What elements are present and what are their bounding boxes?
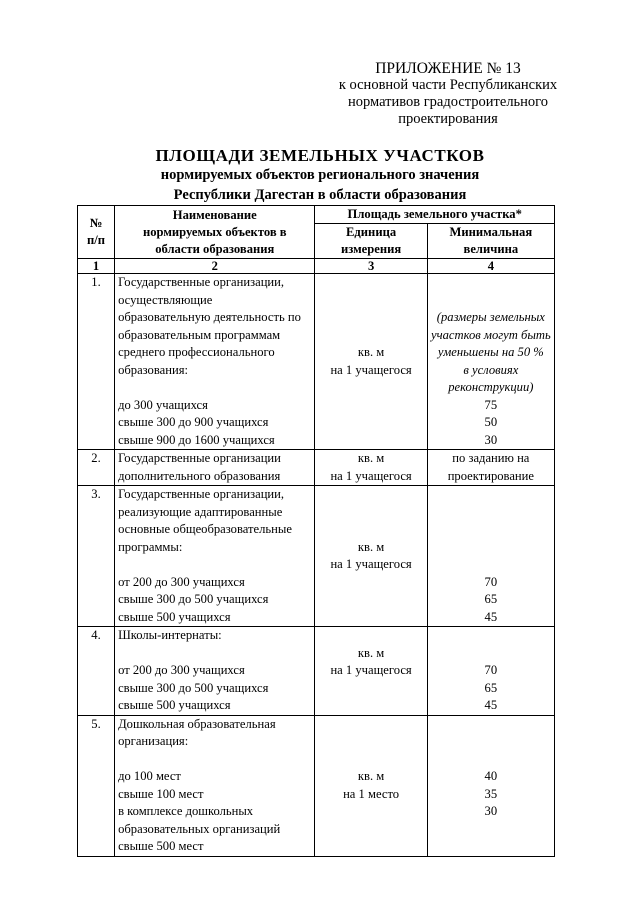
header-min-value [427, 224, 554, 259]
row-unit-line [318, 292, 423, 310]
header-unit-line-1: Единица [346, 225, 397, 239]
row-value-cell [427, 450, 554, 486]
row-number: 2. [78, 450, 115, 486]
document-title: ПЛОЩАДИ ЗЕМЕЛЬНЫХ УЧАСТКОВ [155, 146, 485, 165]
row-value-line: проектирование [447, 468, 534, 483]
table-row [78, 627, 555, 716]
row-name-line: образования: [118, 362, 188, 377]
row-name-line: основные общеобразовательные [118, 522, 292, 536]
header-unit [315, 224, 427, 259]
col-number-2: 2 [115, 259, 315, 274]
annex-line-3: нормативов градостроительного [347, 94, 549, 110]
row-name-cell [115, 627, 315, 716]
row-unit-line [318, 751, 423, 769]
row-value-line [431, 504, 551, 522]
row-name-line [118, 751, 311, 769]
land-area-table [77, 205, 555, 857]
row-unit-line [318, 486, 423, 504]
row-unit-cell [315, 715, 427, 856]
header-row-1 [78, 206, 555, 224]
row-unit-line: кв. м [357, 451, 385, 465]
row-name-line: организация: [118, 734, 189, 748]
row-unit-line [318, 521, 423, 539]
row-name-line: свыше 300 до 500 учащихся [118, 592, 269, 606]
header-name [115, 206, 315, 259]
column-number-row [78, 259, 555, 274]
row-value-line [431, 556, 551, 574]
col-number-1: 1 [78, 259, 115, 274]
header-num-line-2: п/п [87, 233, 106, 247]
annex-header [318, 60, 578, 128]
row-number: 5. [78, 715, 115, 856]
header-unit-line-2: измерения [340, 242, 402, 256]
row-name-line: образовательным программам [118, 327, 281, 342]
row-value-line: 30 [484, 432, 498, 447]
row-value-cell [427, 715, 554, 856]
row-value-line [431, 539, 551, 557]
row-value-line: в условиях [463, 362, 519, 377]
row-unit-line [318, 733, 423, 751]
row-value-line [431, 821, 551, 839]
row-name-line: свыше 500 мест [118, 839, 204, 853]
row-name-cell [115, 486, 315, 627]
row-unit-line: кв. м [357, 769, 385, 783]
row-value-line: участков могут быть [431, 327, 551, 342]
header-name-line-1: Наименование [172, 207, 257, 222]
row-value-line: по заданию на [452, 451, 530, 465]
row-name-line: от 200 до 300 учащихся [118, 574, 245, 589]
row-value-line [431, 292, 551, 310]
document-subtitle-1: нормируемых объектов регионального значения [160, 167, 480, 183]
row-value-line: 70 [484, 663, 498, 677]
row-name-line: от 200 до 300 учащихся [118, 663, 245, 677]
row-unit-line: кв. м [357, 539, 385, 554]
row-unit-line: на 1 учащегося [330, 557, 412, 571]
document-subtitle-2: Республики Дагестан в области образования [173, 187, 467, 203]
header-name-line-2: нормируемых объектов в [142, 224, 287, 239]
row-number: 4. [78, 627, 115, 716]
row-value-line [431, 274, 551, 292]
row-unit-cell [315, 627, 427, 716]
row-unit-line: кв. м [357, 645, 385, 660]
row-unit-cell [315, 486, 427, 627]
row-value-line: 30 [484, 804, 498, 818]
row-unit-line [318, 591, 423, 609]
row-value-line [431, 645, 551, 663]
row-name-cell [115, 274, 315, 450]
row-unit-cell [315, 450, 427, 486]
row-unit-line [318, 432, 423, 450]
header-name-line-3: области образования [155, 241, 275, 256]
row-unit-line: на 1 учащегося [330, 362, 412, 377]
annex-line-4: проектирования [398, 111, 498, 127]
row-value-line [431, 751, 551, 769]
row-name-line: свыше 300 до 900 учащихся [118, 415, 269, 429]
row-name-line [118, 379, 311, 397]
row-unit-line [318, 574, 423, 592]
row-unit-line [318, 627, 423, 645]
row-unit-line [318, 609, 423, 627]
row-name-line: среднего профессионального [118, 345, 275, 359]
header-area: Площадь земельного участка* [315, 206, 555, 224]
row-value-line [431, 733, 551, 751]
row-value-line: 50 [484, 415, 498, 429]
row-value-line [431, 521, 551, 539]
row-number: 1. [78, 274, 115, 450]
row-value-line: 40 [484, 769, 498, 783]
annex-line-2: к основной части Республиканских [338, 77, 558, 93]
row-unit-line [318, 821, 423, 839]
row-unit-line [318, 309, 423, 327]
row-name-cell [115, 450, 315, 486]
row-value-line: реконструкции) [448, 380, 534, 394]
row-value-cell [427, 486, 554, 627]
row-unit-line: на 1 учащегося [330, 468, 412, 483]
row-unit-line [318, 716, 423, 734]
row-unit-line [318, 327, 423, 345]
row-value-line: 75 [484, 397, 498, 412]
annex-number: ПРИЛОЖЕНИЕ № 13 [375, 60, 521, 77]
row-value-line: 70 [484, 574, 498, 589]
row-unit-line: кв. м [357, 345, 385, 359]
row-name-line: свыше 100 мест [118, 786, 204, 801]
row-name-line: Государственные организации, [118, 275, 285, 289]
row-value-line [431, 716, 551, 734]
row-unit-line [318, 803, 423, 821]
row-name-line: свыше 300 до 500 учащихся [118, 680, 269, 695]
row-value-line [431, 486, 551, 504]
row-value-line: 65 [484, 680, 498, 695]
row-value-line: уменьшены на 50 % [437, 345, 544, 359]
row-value-line [431, 838, 551, 856]
table-row [78, 450, 555, 486]
row-value-cell [427, 274, 554, 450]
row-name-line: Школы-интернаты: [118, 628, 222, 642]
row-name-line: Государственные организации [118, 451, 281, 465]
row-name-line: программы: [118, 539, 183, 554]
header-num [78, 206, 115, 259]
row-name-line: свыше 500 учащихся [118, 698, 231, 712]
row-name-line: образовательную деятельность по [118, 310, 301, 324]
table-row [78, 486, 555, 627]
row-value-line: 45 [484, 609, 498, 624]
row-name-line: Дошкольная образовательная [118, 716, 276, 731]
row-name-line [118, 645, 311, 663]
header-min-line-2: величина [463, 242, 519, 256]
row-name-line: дополнительного образования [118, 468, 281, 483]
table-row [78, 274, 555, 450]
row-name-line [118, 556, 311, 574]
row-value-line [431, 627, 551, 645]
row-name-line: Государственные организации, [118, 487, 285, 501]
row-name-line: образовательных организаций [118, 821, 281, 836]
row-unit-line [318, 838, 423, 856]
row-name-line: реализующие адаптированные [118, 504, 283, 519]
row-unit-line [318, 680, 423, 698]
col-number-4: 4 [427, 259, 554, 274]
row-unit-line: на 1 учащегося [330, 663, 412, 677]
row-unit-cell [315, 274, 427, 450]
row-name-cell [115, 715, 315, 856]
header-min-line-1: Минимальная [449, 225, 533, 239]
row-unit-line [318, 414, 423, 432]
row-unit-line [318, 274, 423, 292]
table-row [78, 715, 555, 856]
row-name-line: свыше 500 учащихся [118, 609, 231, 624]
row-number: 3. [78, 486, 115, 627]
row-name-line: свыше 900 до 1600 учащихся [118, 432, 275, 447]
row-unit-line: на 1 место [343, 786, 400, 801]
row-unit-line [318, 379, 423, 397]
row-name-line: до 300 учащихся [118, 397, 208, 412]
row-unit-line [318, 397, 423, 415]
row-value-line: (размеры земельных [436, 310, 545, 324]
header-num-line-1: № [89, 216, 103, 230]
row-name-line: осуществляющие [118, 292, 213, 307]
col-number-3: 3 [315, 259, 427, 274]
row-value-line: 35 [484, 786, 498, 801]
row-value-line: 45 [484, 698, 498, 712]
row-name-line: до 100 мест [118, 769, 181, 783]
row-value-line: 65 [484, 592, 498, 606]
row-unit-line [318, 504, 423, 522]
row-unit-line [318, 697, 423, 715]
row-value-cell [427, 627, 554, 716]
row-name-line: в комплексе дошкольных [118, 804, 254, 818]
